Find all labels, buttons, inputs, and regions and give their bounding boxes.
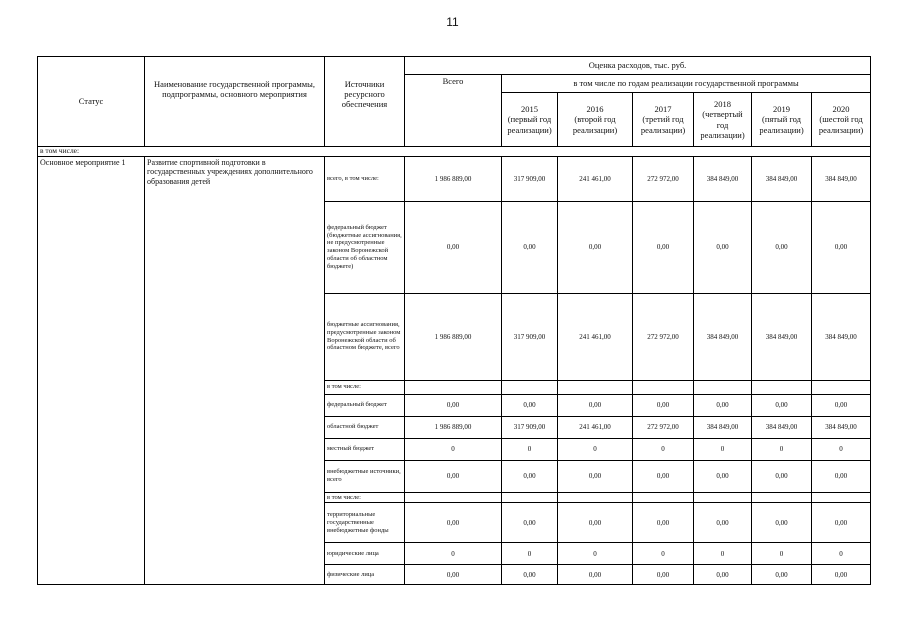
value-cell: 0,00	[694, 565, 752, 585]
value-cell: 0,00	[752, 201, 812, 293]
value-cell: 384 849,00	[752, 416, 812, 438]
value-cell	[502, 492, 558, 503]
value-cell: 0,00	[558, 565, 633, 585]
value-cell: 384 849,00	[812, 416, 871, 438]
value-cell	[812, 492, 871, 503]
value-cell: 0,00	[405, 503, 502, 543]
value-cell: 0	[694, 543, 752, 565]
header-year	[633, 93, 694, 147]
header-year	[502, 93, 558, 147]
value-cell: 0	[558, 438, 633, 460]
source-cell: физические лица	[325, 565, 405, 585]
value-cell: 0	[752, 438, 812, 460]
value-cell: 0,00	[633, 201, 694, 293]
value-cell	[694, 492, 752, 503]
header-year-note: (шестой год реализации)	[818, 114, 864, 135]
value-cell: 0,00	[633, 503, 694, 543]
value-cell: 0,00	[405, 565, 502, 585]
value-cell: 0,00	[812, 460, 871, 492]
value-cell: 384 849,00	[694, 156, 752, 201]
value-cell: 0,00	[633, 394, 694, 416]
value-cell: 0,00	[694, 201, 752, 293]
value-cell: 317 909,00	[502, 293, 558, 380]
table-row	[38, 156, 871, 201]
value-cell: 0,00	[752, 460, 812, 492]
header-total: Всего	[405, 75, 502, 147]
status-cell: Основное мероприятие 1	[38, 156, 145, 585]
value-cell: 0,00	[405, 201, 502, 293]
value-cell: 0,00	[502, 394, 558, 416]
value-cell: 0	[694, 438, 752, 460]
header-year-number: 2018	[714, 99, 731, 110]
value-cell: 1 986 889,00	[405, 293, 502, 380]
value-cell: 0,00	[694, 460, 752, 492]
value-cell: 1 986 889,00	[405, 416, 502, 438]
incl-label: в том числе:	[38, 147, 871, 157]
value-cell	[558, 380, 633, 394]
value-cell: 0	[812, 438, 871, 460]
value-cell: 0,00	[812, 503, 871, 543]
value-cell: 0,00	[558, 460, 633, 492]
value-cell: 0	[502, 543, 558, 565]
source-cell: областной бюджет	[325, 416, 405, 438]
header-year-note: (третий год реализации)	[640, 114, 686, 135]
value-cell: 384 849,00	[694, 416, 752, 438]
value-cell: 0,00	[405, 394, 502, 416]
value-cell: 0,00	[502, 460, 558, 492]
value-cell: 384 849,00	[812, 293, 871, 380]
value-cell: 0,00	[812, 565, 871, 585]
source-cell: в том числе:	[325, 492, 405, 503]
value-cell: 0,00	[502, 201, 558, 293]
source-cell: территориальные государственные внебюджетные фонды	[325, 503, 405, 543]
header-year-note: (четвертый год реализации)	[700, 109, 745, 140]
value-cell: 241 461,00	[558, 416, 633, 438]
header-program-name: Наименование государственной программы, подпрограммы, основного мероприятия	[145, 57, 325, 147]
value-cell: 0,00	[752, 503, 812, 543]
header-year-number: 2019	[773, 104, 790, 115]
value-cell: 0	[558, 543, 633, 565]
value-cell	[752, 492, 812, 503]
program-name-cell: Развитие спортивной подготовки в государственных учреждениях дополнительного образования детей	[145, 156, 325, 585]
value-cell: 0,00	[752, 565, 812, 585]
source-cell: внебюджетные источники, всего	[325, 460, 405, 492]
value-cell	[405, 380, 502, 394]
value-cell: 0	[812, 543, 871, 565]
value-cell: 384 849,00	[752, 156, 812, 201]
value-cell	[405, 492, 502, 503]
value-cell: 0,00	[633, 565, 694, 585]
value-cell	[752, 380, 812, 394]
value-cell	[812, 380, 871, 394]
value-cell: 384 849,00	[812, 156, 871, 201]
value-cell: 272 972,00	[633, 293, 694, 380]
value-cell	[633, 380, 694, 394]
value-cell: 0	[405, 543, 502, 565]
header-year-number: 2015	[521, 104, 538, 115]
value-cell: 272 972,00	[633, 156, 694, 201]
source-cell: бюджетные ассигнования, предусмотренные законом Воронежской области об областном бюджете, всего	[325, 293, 405, 380]
value-cell: 0,00	[502, 503, 558, 543]
header-year-number: 2020	[832, 104, 850, 115]
header-year-note: (второй год реализации)	[572, 114, 618, 135]
source-cell: всего, в том числе:	[325, 156, 405, 201]
source-cell: юридические лица	[325, 543, 405, 565]
source-cell: федеральный бюджет (бюджетные ассигнования, не предусмотренные законом Воронежской области об областном бюджете)	[325, 201, 405, 293]
value-cell: 0,00	[752, 394, 812, 416]
page-number: 11	[446, 15, 459, 29]
value-cell: 0	[752, 543, 812, 565]
header-year-note: (первый год реализации)	[507, 114, 552, 135]
value-cell	[694, 380, 752, 394]
value-cell: 0,00	[558, 503, 633, 543]
value-cell: 0,00	[812, 201, 871, 293]
value-cell	[633, 492, 694, 503]
header-status: Статус	[38, 57, 145, 147]
header-year-note: (пятый год реализации)	[759, 114, 804, 135]
value-cell: 384 849,00	[694, 293, 752, 380]
value-cell: 0	[633, 438, 694, 460]
header-by-years: в том числе по годам реализации государственной программы	[502, 75, 871, 93]
value-cell: 0,00	[694, 503, 752, 543]
value-cell: 317 909,00	[502, 156, 558, 201]
header-year-number: 2017	[654, 104, 672, 115]
value-cell: 0,00	[812, 394, 871, 416]
value-cell: 0,00	[558, 394, 633, 416]
value-cell: 272 972,00	[633, 416, 694, 438]
value-cell: 0	[502, 438, 558, 460]
source-cell: федеральный бюджет	[325, 394, 405, 416]
header-estimate: Оценка расходов, тыс. руб.	[405, 57, 871, 75]
value-cell: 317 909,00	[502, 416, 558, 438]
value-cell	[558, 492, 633, 503]
value-cell: 0,00	[633, 460, 694, 492]
source-cell: в том числе:	[325, 380, 405, 394]
expenditure-table	[37, 56, 871, 585]
value-cell	[502, 380, 558, 394]
value-cell: 0,00	[558, 201, 633, 293]
value-cell: 241 461,00	[558, 156, 633, 201]
header-year	[812, 93, 871, 147]
value-cell: 241 461,00	[558, 293, 633, 380]
header-year	[558, 93, 633, 147]
value-cell: 0,00	[405, 460, 502, 492]
header-year	[694, 93, 752, 147]
value-cell: 0	[405, 438, 502, 460]
value-cell: 0	[633, 543, 694, 565]
source-cell: местный бюджет	[325, 438, 405, 460]
value-cell: 384 849,00	[752, 293, 812, 380]
header-sources: Источники ресурсного обеспечения	[325, 57, 405, 147]
header-year	[752, 93, 812, 147]
value-cell: 0,00	[694, 394, 752, 416]
header-year-number: 2016	[586, 104, 604, 115]
value-cell: 0,00	[502, 565, 558, 585]
value-cell: 1 986 889,00	[405, 156, 502, 201]
